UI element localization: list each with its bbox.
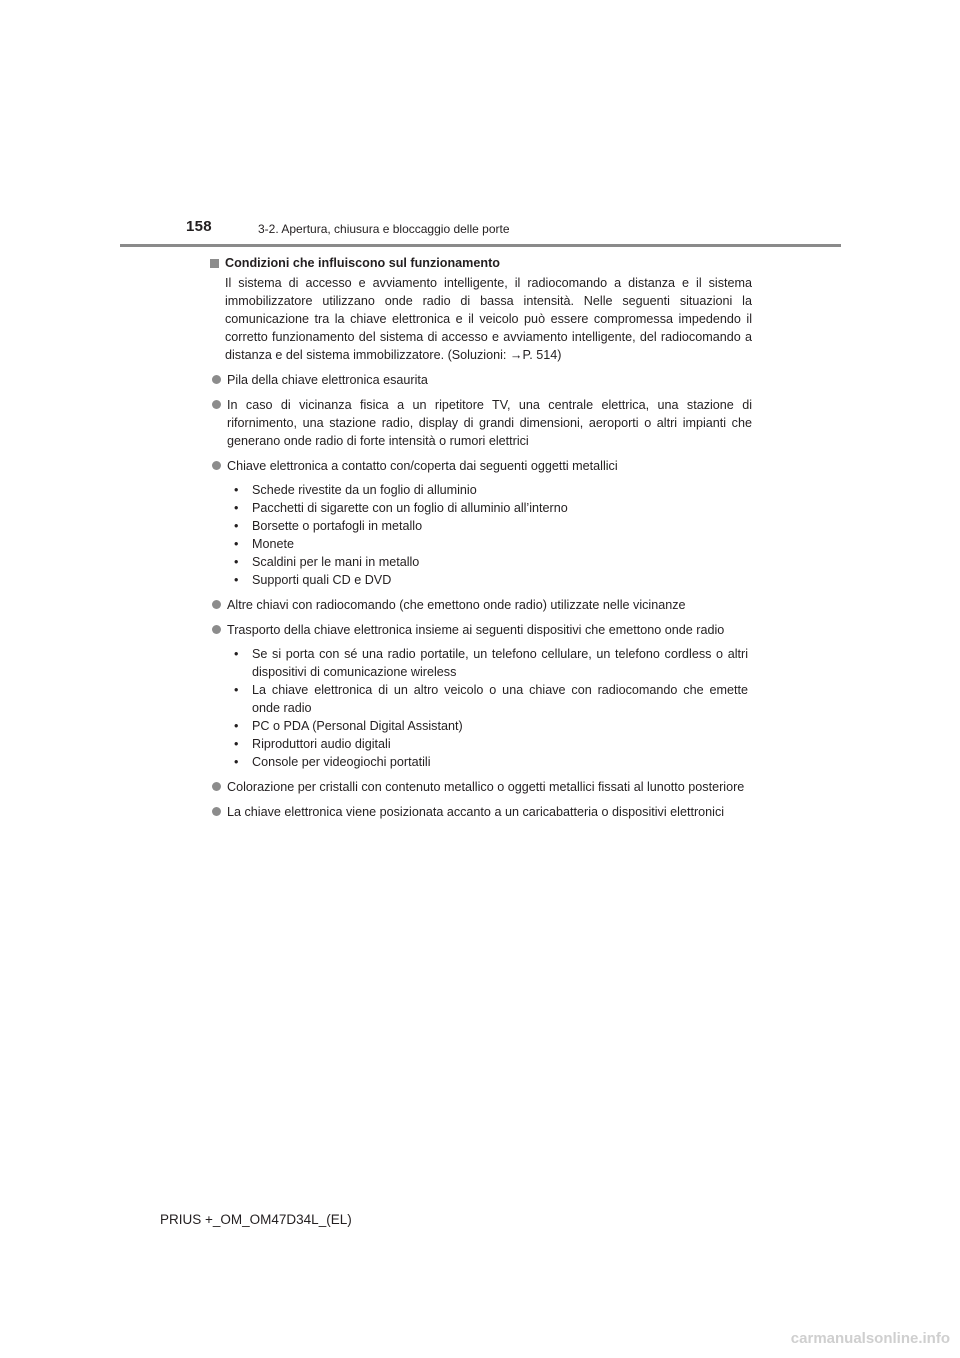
sub-list-item-text: Scaldini per le mani in metallo xyxy=(252,555,420,569)
sub-list-item-text: La chiave elettronica di un altro veicolo o una chiave con radiocomando che emette onde radio xyxy=(252,683,748,715)
list-item-text: Colorazione per cristalli con contenuto metallico o oggetti metallici fissati al lunotto posteriore xyxy=(227,780,745,794)
sub-bullet-icon: • xyxy=(234,555,239,569)
sub-bullet-icon: • xyxy=(234,755,239,769)
list-item-text: Pila della chiave elettronica esaurita xyxy=(227,373,428,387)
sub-list-item-text: Borsette o portafogli in metallo xyxy=(252,519,423,533)
list-item-body xyxy=(227,396,752,450)
list-item xyxy=(210,457,752,589)
list-item-text: Altre chiavi con radiocomando (che emettono onde radio) utilizzate nelle vicinanze xyxy=(227,598,686,612)
circle-bullet-icon xyxy=(212,375,221,384)
sub-list-item-text: Monete xyxy=(252,537,295,551)
sub-list-item xyxy=(225,535,752,553)
sub-bullet-icon: • xyxy=(234,737,239,751)
list-item-text: In caso di vicinanza fisica a un ripetitore TV, una centrale elettrica, una stazione di rifornimento, una stazione radio, display di grandi dimensioni, aeroporti o altri impianti che generano onde radio di forte intensità o rumori elettrici xyxy=(227,398,752,448)
sub-bullet-icon: • xyxy=(234,647,239,661)
sub-bullet-icon: • xyxy=(234,537,239,551)
circle-bullet-icon xyxy=(212,600,221,609)
sub-list xyxy=(225,645,752,771)
page-number: 158 xyxy=(186,218,212,235)
sub-list-item-text: Schede rivestite da un foglio di alluminio xyxy=(252,483,477,497)
sub-list-item-text: Se si porta con sé una radio portatile, un telefono cellulare, un telefono cordless o altri dispositivi di comunicazione wireless xyxy=(252,647,748,679)
list-item-body xyxy=(227,457,752,589)
list-item-body xyxy=(227,371,752,389)
circle-bullet-icon xyxy=(212,625,221,634)
list-item-text: La chiave elettronica viene posizionata accanto a un caricabatteria o dispositivi elettronici xyxy=(227,805,725,819)
section-title: 3-2. Apertura, chiusura e bloccaggio delle porte xyxy=(258,222,510,236)
list-item-body xyxy=(227,778,752,796)
sub-list-item xyxy=(225,499,752,517)
sub-list-item xyxy=(225,571,752,589)
section-heading xyxy=(210,254,752,272)
sub-list-item xyxy=(225,645,752,681)
sub-list-item-text: Supporti quali CD e DVD xyxy=(252,573,392,587)
sub-bullet-icon: • xyxy=(234,501,239,515)
circle-bullet-icon xyxy=(212,400,221,409)
circle-bullet-icon xyxy=(212,782,221,791)
sub-list-item xyxy=(225,681,752,717)
list-item-body xyxy=(227,596,752,614)
sub-bullet-icon: • xyxy=(234,573,239,587)
list-item xyxy=(210,596,752,614)
sub-bullet-icon: • xyxy=(234,483,239,497)
list-item xyxy=(210,371,752,389)
list-item xyxy=(210,396,752,450)
circle-bullet-icon xyxy=(212,807,221,816)
sub-list-item xyxy=(225,735,752,753)
sub-list-item xyxy=(225,553,752,571)
sub-list-item-text: Console per videogiochi portatili xyxy=(252,755,431,769)
condition-list xyxy=(210,371,752,821)
sub-list-item xyxy=(225,481,752,499)
square-bullet-icon xyxy=(210,259,219,268)
intro-paragraph: Il sistema di accesso e avviamento intelligente, il radiocomando a distanza e il sistema immobilizzatore utilizzano onde radio di bassa intensità. Nelle seguenti situazioni la comunicazione tra la chiave elettronica e il veicolo può essere compromessa impedendo il corretto funzionamento del sistema di accesso e avviamento intelligente, del radiocomando a distanza e del sistema immobilizzatore. (Soluzioni: →P. 514) xyxy=(225,276,752,362)
sub-bullet-icon: • xyxy=(234,719,239,733)
list-item-text: Trasporto della chiave elettronica insieme ai seguenti dispositivi che emettono onde radio xyxy=(227,623,725,637)
sub-list-item xyxy=(225,753,752,771)
list-item-body xyxy=(227,803,752,821)
list-item xyxy=(210,803,752,821)
sub-bullet-icon: • xyxy=(234,683,239,697)
list-item xyxy=(210,778,752,796)
sub-list-item-text: PC o PDA (Personal Digital Assistant) xyxy=(252,719,463,733)
sub-list xyxy=(225,481,752,589)
list-item-text: Chiave elettronica a contatto con/coperta dai seguenti oggetti metallici xyxy=(227,459,618,473)
list-item xyxy=(210,621,752,771)
header-rule xyxy=(120,244,841,247)
watermark: carmanualsonline.info xyxy=(790,1330,950,1347)
list-item-body xyxy=(227,621,752,771)
circle-bullet-icon xyxy=(212,461,221,470)
heading-text: Condizioni che influiscono sul funzionamento xyxy=(225,256,500,270)
sub-list-item xyxy=(225,717,752,735)
content xyxy=(210,254,752,821)
sub-list-item-text: Riproduttori audio digitali xyxy=(252,737,391,751)
sub-bullet-icon: • xyxy=(234,519,239,533)
sub-list-item-text: Pacchetti di sigarette con un foglio di alluminio all’interno xyxy=(252,501,568,515)
sub-list-item xyxy=(225,517,752,535)
footer-doc-code: PRIUS +_OM_OM47D34L_(EL) xyxy=(160,1212,352,1227)
